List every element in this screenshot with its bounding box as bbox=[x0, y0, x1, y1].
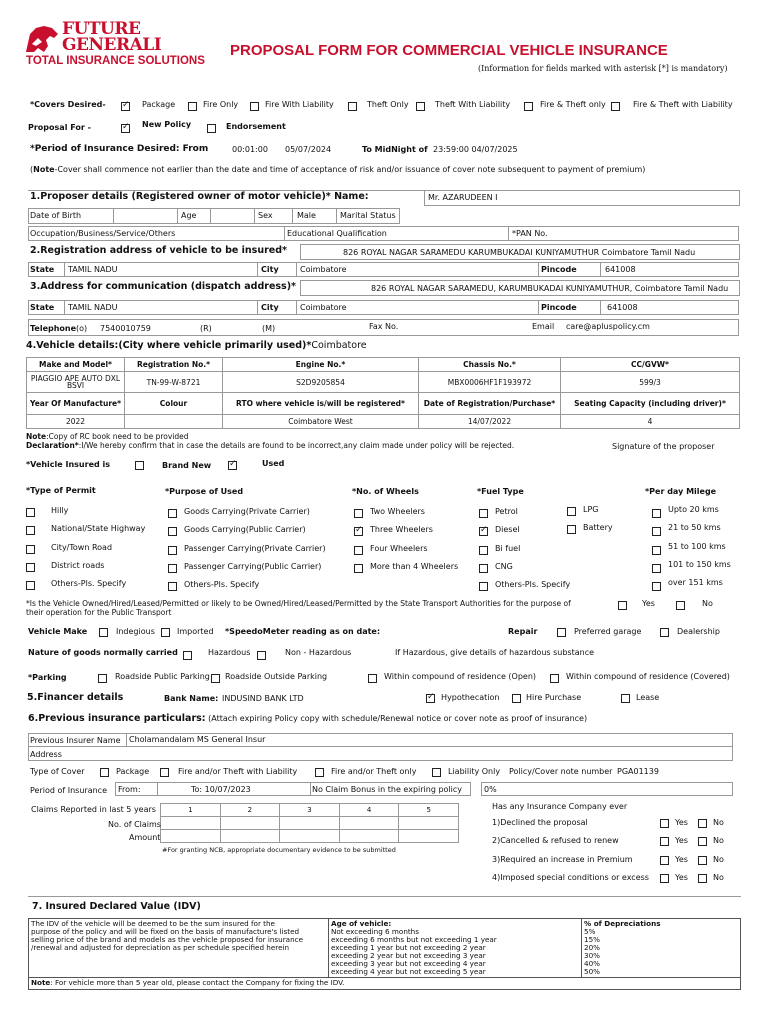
previous-heading: 6.Previous insurance particulars: (Attach expiring Policy copy with schedule/Renewal notice or cover note as proof of insurance) bbox=[28, 713, 588, 724]
vehicle-table: Make and Model* Registration No.* Engine No.* Chassis No.* CC/GVW* PIAGGIO APE AUTO DXL BSVI TN-99-W-8721 S2D9205854 MBX0006HF1F193972 599/3 Year Of Manufacture* Colour RTO where vehicle is/will be registered* Date of Registration/Purchase* Seating Capacity (including driver)* 2022 Coimbatore West 14/07/2022 4 bbox=[26, 357, 740, 429]
owned-no-label: No bbox=[702, 599, 713, 608]
endorsement-checkbox[interactable] bbox=[207, 124, 216, 133]
fuel-option-checkbox[interactable] bbox=[479, 564, 488, 573]
prev-package-label: Package bbox=[116, 767, 150, 776]
mandatory-note: (Information for fields marked with asterisk [*] is mandatory) bbox=[478, 64, 728, 73]
declaration: Declaration*:I/We hereby confirm that in case the details are found to be incorrect,any claim made under policy will be rejected. bbox=[26, 441, 515, 450]
brand-new-checkbox[interactable] bbox=[135, 461, 144, 470]
milege-option-label: 21 to 50 kms bbox=[668, 523, 721, 532]
reg-city-label: City bbox=[261, 265, 279, 274]
prev-ft-liab-label: Fire and/or Theft with Liability bbox=[178, 767, 298, 776]
hypothecation-checkbox[interactable] bbox=[426, 694, 435, 703]
insurer-question-label: 1)Declined the proposal bbox=[492, 818, 588, 827]
cover-option-label: Fire Only bbox=[203, 100, 239, 109]
hire-purchase-label: Hire Purchase bbox=[526, 693, 582, 702]
milege-option-checkbox[interactable] bbox=[652, 509, 661, 518]
amount-label: Amount bbox=[129, 833, 161, 842]
logo-line2: GENERALI bbox=[62, 35, 162, 55]
fuel-extra-label: Battery bbox=[583, 523, 613, 532]
email-value: care@apluspolicy.cm bbox=[566, 322, 650, 331]
communication-heading: 3.Address for communication (dispatch address)* bbox=[30, 281, 297, 292]
email-label: Email bbox=[532, 322, 555, 331]
reg-pin: 641008 bbox=[605, 265, 636, 274]
purpose-option-checkbox[interactable] bbox=[168, 582, 177, 591]
fuel-option-checkbox[interactable] bbox=[479, 527, 488, 536]
purpose-option-label: Goods Carrying(Private Carrier) bbox=[184, 507, 310, 516]
milege-option-checkbox[interactable] bbox=[652, 582, 661, 591]
fuel-option-checkbox[interactable] bbox=[479, 509, 488, 518]
milege-option-label: 101 to 150 kms bbox=[668, 560, 731, 569]
purpose-label: *Purpose of Used bbox=[165, 487, 244, 496]
cover-option-label: Theft With Liability bbox=[435, 100, 511, 109]
fuel-option-label: Others-Pls. Specify bbox=[495, 580, 571, 589]
prev-package-checkbox[interactable] bbox=[100, 768, 109, 777]
prev-liab-only-label: Liability Only bbox=[448, 767, 501, 776]
prev-ft-only-label: Fire and/or Theft only bbox=[331, 767, 417, 776]
period-from-time: 00:01:00 bbox=[232, 145, 268, 154]
proposer-heading: 1.Proposer details (Registered owner of motor vehicle)* Name: bbox=[30, 191, 369, 202]
age-label: Age bbox=[181, 211, 197, 220]
question-yes-checkbox[interactable] bbox=[660, 837, 669, 846]
wheels-option-label: Two Wheelers bbox=[370, 507, 425, 516]
comm-city-label: City bbox=[261, 303, 279, 312]
milege-option-label: 51 to 100 kms bbox=[668, 542, 726, 551]
idv-note: Note: For vehicle more than 5 year old, please contact the Company for fixing the IDV. bbox=[29, 978, 741, 989]
question-yes-checkbox[interactable] bbox=[660, 856, 669, 865]
education-label: Educational Qualification bbox=[287, 229, 387, 238]
question-yes-checkbox[interactable] bbox=[660, 819, 669, 828]
prev-liab-only-checkbox[interactable] bbox=[432, 768, 441, 777]
fuel-option-label: Petrol bbox=[495, 507, 518, 516]
preferred-garage-label: Preferred garage bbox=[574, 627, 642, 636]
question-no-label: No bbox=[713, 855, 724, 864]
period-to-label: To MidNight of bbox=[362, 145, 428, 154]
comm-pin-label: Pincode bbox=[541, 303, 577, 312]
lease-label: Lease bbox=[636, 693, 660, 702]
milege-option-checkbox[interactable] bbox=[652, 527, 661, 536]
fuel-option-checkbox[interactable] bbox=[479, 582, 488, 591]
roadside-outside-label: Roadside Outside Parking bbox=[225, 672, 328, 681]
purpose-option-checkbox[interactable] bbox=[168, 527, 177, 536]
hazardous-label: Hazardous bbox=[208, 648, 251, 657]
period-from-date: 05/07/2024 bbox=[285, 145, 332, 154]
non-hazardous-checkbox[interactable] bbox=[257, 651, 266, 660]
repair-label: Repair bbox=[508, 627, 538, 636]
permit-option-label: District roads bbox=[51, 561, 105, 570]
permit-option-checkbox[interactable] bbox=[26, 545, 35, 554]
bank-label: Bank Name: bbox=[164, 694, 219, 703]
insurer-question-label: 2)Cancelled & refused to renew bbox=[492, 836, 619, 845]
proposal-for-label: Proposal For - bbox=[28, 123, 91, 132]
telephone-r: (R) bbox=[200, 324, 212, 333]
compound-open-label: Within compound of residence (Open) bbox=[384, 672, 537, 681]
compound-open-checkbox[interactable] bbox=[368, 674, 377, 683]
logo-line1: FUTURE bbox=[62, 19, 141, 39]
owned-yes-checkbox[interactable] bbox=[618, 601, 627, 610]
signature-label: Signature of the proposer bbox=[612, 442, 715, 451]
new-policy-label: New Policy bbox=[142, 120, 192, 129]
permit-option-label: City/Town Road bbox=[51, 543, 113, 552]
claims-table: 1 2 3 4 5 bbox=[160, 803, 459, 843]
telephone-label: Telephone bbox=[30, 324, 77, 333]
prev-insurer-label: Previous Insurer Name bbox=[30, 736, 121, 745]
question-yes-checkbox[interactable] bbox=[660, 874, 669, 883]
permit-option-checkbox[interactable] bbox=[26, 508, 35, 517]
prev-address-label: Address bbox=[30, 750, 62, 759]
used-checkbox[interactable] bbox=[228, 461, 237, 470]
cover-option-label: Theft Only bbox=[367, 100, 409, 109]
ncb-evidence-note: #For granting NCB, appropriate documentary evidence to be submitted bbox=[162, 846, 396, 854]
comm-city: Coimbatore bbox=[300, 303, 347, 312]
sex-label: Sex bbox=[258, 211, 273, 220]
policy-number-label: Policy/Cover note number bbox=[509, 767, 613, 776]
cover-option-checkbox[interactable] bbox=[611, 102, 620, 111]
question-yes-label: Yes bbox=[675, 818, 688, 827]
question-no-checkbox[interactable] bbox=[698, 837, 707, 846]
fuel-option-checkbox[interactable] bbox=[479, 546, 488, 555]
pan-label: *PAN No. bbox=[512, 229, 548, 238]
sex-value: Male bbox=[297, 211, 316, 220]
indigenous-label: Indegious bbox=[116, 627, 155, 636]
milege-option-checkbox[interactable] bbox=[652, 546, 661, 555]
cover-option-checkbox[interactable] bbox=[348, 102, 357, 111]
fuel-option-label: Bi fuel bbox=[495, 544, 521, 553]
idv-heading: 7. Insured Declared Value (IDV) bbox=[32, 901, 201, 912]
comm-pin: 641008 bbox=[607, 303, 638, 312]
fax-label: Fax No. bbox=[369, 322, 399, 331]
hazardous-checkbox[interactable] bbox=[183, 651, 192, 660]
telephone-value: 7540010759 bbox=[100, 324, 151, 333]
permit-option-checkbox[interactable] bbox=[26, 563, 35, 572]
claims-label: Claims Reported in last 5 years bbox=[31, 805, 156, 814]
ncb-value: 0% bbox=[484, 785, 497, 794]
ncb-label: No Claim Bonus in the expiring policy bbox=[312, 785, 463, 794]
roadside-public-label: Roadside Public Parking bbox=[115, 672, 210, 681]
wheels-option-checkbox[interactable] bbox=[354, 546, 363, 555]
wheels-option-checkbox[interactable] bbox=[354, 527, 363, 536]
permit-option-label: Others-Pls. Specify bbox=[51, 579, 127, 588]
marital-label: Marital Status bbox=[340, 211, 396, 220]
imported-label: Imported bbox=[177, 627, 214, 636]
milege-option-label: Upto 20 kms bbox=[668, 505, 719, 514]
company-logo bbox=[24, 19, 205, 70]
hypothecation-label: Hypothecation bbox=[441, 693, 500, 702]
fuel-option-label: CNG bbox=[495, 562, 513, 571]
prev-period-label: Period of Insurance bbox=[30, 786, 107, 795]
question-no-checkbox[interactable] bbox=[698, 856, 707, 865]
goods-label: Nature of goods normally carried bbox=[28, 648, 178, 657]
purpose-option-label: Others-Pls. Specify bbox=[184, 580, 260, 589]
lion-emblem-icon bbox=[24, 24, 60, 54]
wheels-option-label: Four Wheelers bbox=[370, 544, 428, 553]
fuel-extra-checkbox[interactable] bbox=[567, 507, 576, 516]
parking-label: *Parking bbox=[28, 673, 67, 682]
vehicle-make-label: Vehicle Make bbox=[28, 627, 88, 636]
financer-heading: 5.Financer details bbox=[27, 692, 124, 703]
idv-table: The IDV of the vehicle will be deemed to be the sum insured for the purpose of the policy and will be fixed on the basis of manufacture's listed selling price of the brand and models as the vehicle proposed for insurance /renewal and adjusted for depreciation as per schedule specified herein Age of vehicle: Not exceeding 6 months exceeding 6 months but not exceeding 1 year exceeding 1 year but not exceeding 2 year exceeding 2 year but not exceeding 3 year exceeding 3 year but not exceeding 4 year exceeding 4 year but not exceeding 5 year % of Depreciations 5% 15% 20% 30% 40% 50% Note: For vehicle more than 5 year old, please contact the Company for fixing the IDV. bbox=[28, 918, 741, 990]
permit-label: *Type of Permit bbox=[26, 486, 96, 495]
prev-from-label: From: bbox=[118, 785, 141, 794]
cover-type-label: Type of Cover bbox=[30, 767, 85, 776]
purpose-option-checkbox[interactable] bbox=[168, 564, 177, 573]
lease-checkbox[interactable] bbox=[621, 694, 630, 703]
used-label: Used bbox=[262, 459, 285, 468]
comm-state: TAMIL NADU bbox=[68, 303, 118, 312]
insurer-question-label: 4)Imposed special conditions or excess bbox=[492, 873, 649, 882]
preferred-garage-checkbox[interactable] bbox=[557, 628, 566, 637]
prev-ft-only-checkbox[interactable] bbox=[315, 768, 324, 777]
speedo-label: *SpeedoMeter reading as on date: bbox=[225, 627, 381, 636]
cover-option-label: Fire With Liability bbox=[265, 100, 334, 109]
question-yes-label: Yes bbox=[675, 873, 688, 882]
proposer-name: Mr. AZARUDEEN I bbox=[428, 193, 498, 202]
milege-label: *Per day Milege bbox=[645, 487, 717, 496]
brand-new-label: Brand New bbox=[162, 461, 212, 470]
milege-option-label: over 151 kms bbox=[668, 578, 723, 587]
fuel-label: *Fuel Type bbox=[477, 487, 524, 496]
wheels-option-label: Three Wheelers bbox=[370, 525, 433, 534]
wheels-option-checkbox[interactable] bbox=[354, 564, 363, 573]
purpose-option-checkbox[interactable] bbox=[168, 546, 177, 555]
reg-state: TAMIL NADU bbox=[68, 265, 118, 274]
permit-option-label: Hilly bbox=[51, 506, 69, 515]
endorsement-label: Endorsement bbox=[226, 122, 286, 131]
question-no-label: No bbox=[713, 873, 724, 882]
permit-option-checkbox[interactable] bbox=[26, 581, 35, 590]
hazardous-details-label: If Hazardous, give details of hazardous substance bbox=[395, 648, 595, 657]
cover-option-label: Fire & Theft only bbox=[540, 100, 606, 109]
company-question: Has any Insurance Company ever bbox=[492, 802, 628, 811]
roadside-outside-checkbox[interactable] bbox=[211, 674, 220, 683]
purpose-option-label: Passenger Carrying(Public Carrier) bbox=[184, 562, 322, 571]
cover-option-checkbox[interactable] bbox=[188, 102, 197, 111]
vehicle-heading: 4.Vehicle details:(City where vehicle primarily used)*Coimbatore bbox=[26, 340, 367, 351]
insured-label: *Vehicle Insured is bbox=[26, 460, 111, 469]
period-to-value: 23:59:00 04/07/2025 bbox=[433, 145, 518, 154]
reg-state-label: State bbox=[30, 265, 55, 274]
non-hazardous-label: Non - Hazardous bbox=[285, 648, 352, 657]
cover-option-label: Package bbox=[142, 100, 176, 109]
fuel-option-label: Diesel bbox=[495, 525, 520, 534]
covers-label: *Covers Desired- bbox=[30, 100, 106, 109]
no-claims-label: No. of Claims bbox=[108, 820, 161, 829]
wheels-label: *No. of Wheels bbox=[352, 487, 419, 496]
comm-state-label: State bbox=[30, 303, 55, 312]
roadside-public-checkbox[interactable] bbox=[98, 674, 107, 683]
cover-option-checkbox[interactable] bbox=[250, 102, 259, 111]
hire-purchase-checkbox[interactable] bbox=[512, 694, 521, 703]
registration-heading: 2.Registration address of vehicle to be insured* bbox=[30, 245, 287, 256]
dob-label: Date of Birth bbox=[30, 211, 82, 220]
logo-tagline: TOTAL INSURANCE SOLUTIONS bbox=[26, 55, 205, 67]
owned-yes-label: Yes bbox=[642, 599, 655, 608]
cover-option-checkbox[interactable] bbox=[524, 102, 533, 111]
reg-pin-label: Pincode bbox=[541, 265, 577, 274]
question-yes-label: Yes bbox=[675, 836, 688, 845]
cover-option-label: Fire & Theft with Liability bbox=[633, 100, 733, 109]
bank-name: INDUSIND BANK LTD bbox=[222, 694, 304, 703]
cover-note: (Note-Cover shall commence not earlier than the date and time of acceptance of risk and/or issuance of cover note subsequent to payment of premium) bbox=[30, 165, 646, 174]
telephone-m: (M) bbox=[262, 324, 276, 333]
telephone-o: (o) bbox=[76, 324, 88, 333]
milege-option-checkbox[interactable] bbox=[652, 564, 661, 573]
question-no-checkbox[interactable] bbox=[698, 874, 707, 883]
prev-ft-liab-checkbox[interactable] bbox=[160, 768, 169, 777]
question-no-checkbox[interactable] bbox=[698, 819, 707, 828]
purpose-option-checkbox[interactable] bbox=[168, 509, 177, 518]
fuel-extra-checkbox[interactable] bbox=[567, 525, 576, 534]
dealership-label: Dealership bbox=[677, 627, 720, 636]
compound-covered-label: Within compound of residence (Covered) bbox=[566, 672, 730, 681]
purpose-option-label: Goods Carrying(Public Carrier) bbox=[184, 525, 306, 534]
registration-address: 826 ROYAL NAGAR SARAMEDU KARUMBUKADAI KUNIYAMUTHUR Coimbatore Tamil Nadu bbox=[343, 248, 696, 257]
cover-option-checkbox[interactable] bbox=[121, 102, 130, 111]
rc-note: Note:Copy of RC book need to be provided bbox=[26, 432, 189, 441]
reg-city: Coimbatore bbox=[300, 265, 347, 274]
owned-no-checkbox[interactable] bbox=[676, 601, 685, 610]
communication-address: 826 ROYAL NAGAR SARAMEDU, KARUMBUKADAI KUNIYAMUTHUR, Coimbatore Tamil Nadu bbox=[371, 284, 729, 293]
prev-insurer: Cholamandalam MS General Insur bbox=[129, 735, 266, 744]
question-yes-label: Yes bbox=[675, 855, 688, 864]
new-policy-checkbox[interactable] bbox=[121, 124, 130, 133]
imported-checkbox[interactable] bbox=[161, 628, 170, 637]
policy-number: PGA01139 bbox=[617, 767, 659, 776]
purpose-option-label: Passenger Carrying(Private Carrier) bbox=[184, 544, 326, 553]
dealership-checkbox[interactable] bbox=[660, 628, 669, 637]
compound-covered-checkbox[interactable] bbox=[550, 674, 559, 683]
insurer-question-label: 3)Required an increase in Premium bbox=[492, 855, 633, 864]
fuel-extra-label: LPG bbox=[583, 505, 599, 514]
owned-question: *Is the Vehicle Owned/Hired/Leased/Permitted or likely to be Owned/Hired/Leased/Permitted by the State Transport Authorities for the purpose of their operation for the Public Transport bbox=[26, 599, 571, 618]
period-label: *Period of Insurance Desired: From bbox=[30, 144, 209, 154]
indigenous-checkbox[interactable] bbox=[99, 628, 108, 637]
page-title: PROPOSAL FORM FOR COMMERCIAL VEHICLE INSURANCE bbox=[230, 42, 668, 59]
question-no-label: No bbox=[713, 818, 724, 827]
prev-to: To: 10/07/2023 bbox=[191, 785, 251, 794]
question-no-label: No bbox=[713, 836, 724, 845]
occupation-label: Occupation/Business/Service/Others bbox=[30, 229, 176, 238]
permit-option-label: National/State Highway bbox=[51, 524, 146, 533]
wheels-option-checkbox[interactable] bbox=[354, 509, 363, 518]
cover-option-checkbox[interactable] bbox=[416, 102, 425, 111]
permit-option-checkbox[interactable] bbox=[26, 526, 35, 535]
wheels-option-label: More than 4 Wheelers bbox=[370, 562, 459, 571]
